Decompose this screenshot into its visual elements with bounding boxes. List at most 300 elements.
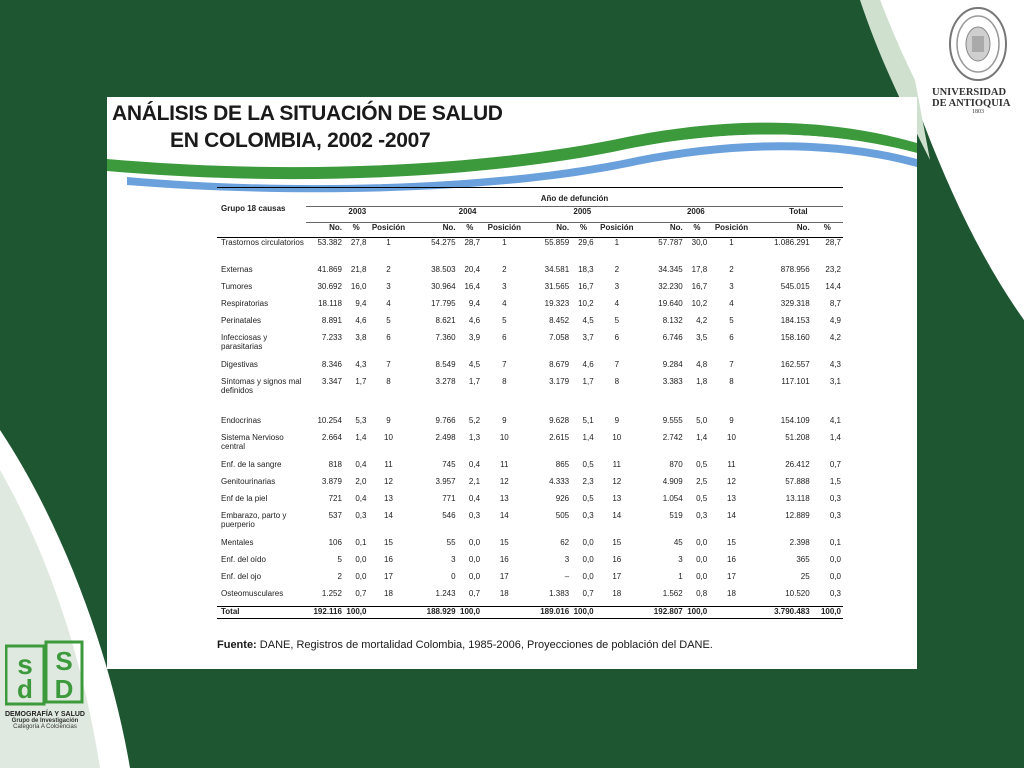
- value-cell: 12: [612, 477, 622, 486]
- value-cell: 0,0: [355, 555, 367, 564]
- sub-pos-2006: Posición: [714, 223, 749, 232]
- value-cell: 4.333: [549, 477, 570, 486]
- value-cell: 0,0: [468, 538, 481, 547]
- group-header: Grupo 18 causas: [221, 203, 286, 213]
- value-cell: 0,0: [582, 572, 594, 581]
- value-cell: 8.891: [321, 316, 342, 325]
- value-cell: 0,0: [829, 572, 841, 581]
- value-cell: 10.254: [317, 416, 342, 425]
- table-row: [217, 511, 843, 538]
- value-cell: 9.628: [549, 416, 570, 425]
- value-cell: 184.153: [780, 316, 810, 325]
- value-cell: 32.230: [658, 282, 683, 291]
- value-cell: 865: [555, 460, 570, 469]
- value-cell: 8.621: [435, 316, 456, 325]
- table-row: [217, 299, 843, 316]
- year-2003: 2003: [306, 207, 408, 223]
- value-cell: 14: [384, 511, 393, 520]
- group-title: DEMOGRAFÍA Y SALUD: [5, 711, 85, 718]
- value-cell: 12.889: [785, 511, 810, 520]
- value-cell: 3.957: [435, 477, 456, 486]
- value-cell: 4: [729, 299, 734, 308]
- svg-text:s: s: [17, 649, 33, 680]
- value-cell: 4,8: [696, 360, 708, 369]
- value-cell: 3: [564, 555, 570, 564]
- value-cell: 4: [502, 299, 507, 308]
- value-cell: 31.565: [544, 282, 570, 291]
- value-cell: 17,8: [691, 265, 708, 274]
- value-cell: 30,0: [691, 238, 708, 247]
- value-cell: 28,7: [825, 238, 841, 247]
- total-value-cell: [368, 607, 408, 619]
- value-cell: 14,4: [825, 282, 841, 291]
- cause-cell: Infecciosas y parasitarias: [221, 333, 268, 351]
- value-cell: 2,1: [468, 477, 481, 486]
- mortality-table: [217, 187, 843, 619]
- source-text: DANE, Registros de mortalidad Colombia, 1985-2006, Proyecciones de población del DANE.: [256, 639, 713, 651]
- value-cell: 162.557: [780, 360, 810, 369]
- total-value-cell: 188.929: [409, 607, 458, 619]
- value-cell: 8: [729, 377, 734, 386]
- value-cell: 13: [727, 494, 736, 503]
- value-cell: 0,8: [696, 589, 708, 598]
- value-cell: 0,0: [829, 555, 841, 564]
- header-row-3: [217, 223, 843, 238]
- cause-cell: Mentales: [221, 538, 254, 547]
- title-line-2: EN COLOMBIA, 2002 -2007: [170, 129, 431, 152]
- table-row: [217, 377, 843, 416]
- value-cell: 9.284: [662, 360, 683, 369]
- value-cell: 6: [386, 333, 391, 342]
- value-cell: 0,0: [696, 538, 708, 547]
- value-cell: 2.615: [549, 433, 570, 442]
- total-row: [217, 607, 843, 619]
- value-cell: 1,7: [468, 377, 481, 386]
- sub-pos-2005: Posición: [600, 223, 634, 232]
- value-cell: 1.054: [662, 494, 683, 503]
- value-cell: 4,9: [829, 316, 841, 325]
- value-cell: 2,0: [355, 477, 367, 486]
- value-cell: 1,4: [582, 433, 594, 442]
- value-cell: 7.233: [321, 333, 342, 342]
- table-row: [217, 538, 843, 555]
- value-cell: 4: [386, 299, 391, 308]
- table-row: [217, 589, 843, 607]
- value-cell: 11: [727, 460, 736, 469]
- value-cell: 3,5: [696, 333, 708, 342]
- value-cell: 158.160: [780, 333, 810, 342]
- value-cell: 4,6: [468, 316, 481, 325]
- value-cell: 14: [612, 511, 622, 520]
- value-cell: 41.869: [317, 265, 342, 274]
- cause-cell: Enf. de la sangre: [221, 460, 282, 469]
- value-cell: 4,6: [355, 316, 367, 325]
- value-cell: 5,3: [355, 416, 367, 425]
- value-cell: 26.412: [785, 460, 810, 469]
- value-cell: 38.503: [431, 265, 456, 274]
- value-cell: 27,8: [350, 238, 367, 247]
- year-2006: 2006: [638, 207, 754, 223]
- value-cell: 10: [384, 433, 393, 442]
- value-cell: 0,4: [355, 494, 367, 503]
- value-cell: 7: [386, 360, 391, 369]
- value-cell: 9.555: [662, 416, 683, 425]
- value-cell: 365: [796, 555, 810, 564]
- value-cell: 17.795: [431, 299, 456, 308]
- value-cell: 7: [614, 360, 620, 369]
- value-cell: 16: [612, 555, 622, 564]
- table-row: [217, 316, 843, 333]
- value-cell: 878.956: [780, 265, 810, 274]
- total-value-cell: 100,0: [344, 607, 369, 619]
- value-cell: 34.345: [658, 265, 683, 274]
- value-cell: 3,9: [468, 333, 481, 342]
- cause-cell: Síntomas y signos mal definidos: [221, 377, 302, 395]
- value-cell: 17: [499, 572, 509, 581]
- value-cell: 1,4: [829, 433, 841, 442]
- university-logo: [932, 4, 1024, 115]
- value-cell: 13.118: [785, 494, 810, 503]
- value-cell: 818: [328, 460, 342, 469]
- value-cell: 13: [499, 494, 509, 503]
- value-cell: 2.664: [321, 433, 342, 442]
- value-cell: 15: [499, 538, 509, 547]
- value-cell: 537: [328, 511, 342, 520]
- title-line-1: ANÁLISIS DE LA SITUACIÓN DE SALUD: [112, 102, 503, 125]
- value-cell: 18.118: [318, 299, 342, 308]
- value-cell: 771: [442, 494, 456, 503]
- value-cell: 3: [729, 282, 734, 291]
- value-cell: 8.549: [435, 360, 456, 369]
- value-cell: 0,3: [582, 511, 594, 520]
- header-row-2: [217, 207, 843, 223]
- sub-pos-2003: Posición: [371, 223, 406, 232]
- university-name-line1: UNIVERSIDAD: [932, 87, 1007, 98]
- value-cell: 55: [446, 538, 456, 547]
- value-cell: 2: [337, 572, 342, 581]
- university-name-line2: DE ANTIOQUIA: [932, 98, 1011, 109]
- value-cell: 1.562: [662, 589, 683, 598]
- table-row: [217, 460, 843, 477]
- header-row-1: [217, 188, 843, 207]
- value-cell: 721: [328, 494, 342, 503]
- cause-cell: Digestivas: [221, 360, 258, 369]
- value-cell: 9: [386, 416, 391, 425]
- slide-title: [112, 100, 503, 154]
- value-cell: 5,0: [696, 416, 708, 425]
- value-cell: 0,0: [582, 538, 594, 547]
- table-row: [217, 265, 843, 282]
- value-cell: 29,6: [578, 238, 594, 247]
- value-cell: 19.640: [658, 299, 683, 308]
- value-cell: 0,0: [696, 572, 708, 581]
- total-value-cell: 189.016: [527, 607, 572, 619]
- value-cell: 0,1: [355, 538, 367, 547]
- university-seal-icon: [947, 4, 1009, 82]
- value-cell: 7.360: [435, 333, 456, 342]
- value-cell: 9: [729, 416, 734, 425]
- group-subtitle: Grupo de Investigación: [11, 718, 79, 724]
- value-cell: 3.179: [549, 377, 570, 386]
- value-cell: 17: [727, 572, 736, 581]
- table-row: [217, 572, 843, 589]
- cause-cell: Perinatales: [221, 316, 262, 325]
- value-cell: 3,1: [829, 377, 841, 386]
- value-cell: 0,3: [696, 511, 708, 520]
- group-category: Categoría A Colciencias: [13, 724, 77, 730]
- value-cell: 53.382: [317, 238, 342, 247]
- value-cell: 2: [614, 265, 620, 274]
- value-cell: 62: [560, 538, 570, 547]
- value-cell: 4,2: [829, 333, 841, 342]
- value-cell: 546: [442, 511, 456, 520]
- value-cell: 0,4: [468, 494, 481, 503]
- value-cell: 8.452: [549, 316, 570, 325]
- total-value-cell: 100,0: [571, 607, 596, 619]
- total-value-cell: [482, 607, 527, 619]
- table-row: [217, 282, 843, 299]
- value-cell: 11: [612, 460, 621, 469]
- value-cell: 0,3: [468, 511, 481, 520]
- value-cell: 11: [384, 460, 393, 469]
- sub-pct-total: %: [823, 223, 831, 232]
- total-header: Total: [754, 207, 843, 223]
- value-cell: 1,8: [696, 377, 708, 386]
- value-cell: 4,6: [582, 360, 594, 369]
- value-cell: 12: [727, 477, 736, 486]
- value-cell: 17: [384, 572, 393, 581]
- value-cell: 5,2: [468, 416, 481, 425]
- value-cell: 7: [502, 360, 507, 369]
- value-cell: 3.383: [662, 377, 683, 386]
- value-cell: 4: [614, 299, 620, 308]
- empty-header-cell: [217, 223, 306, 238]
- value-cell: 505: [555, 511, 570, 520]
- value-cell: 4,1: [829, 416, 841, 425]
- sub-pct-2004: %: [466, 223, 474, 232]
- table-row: [217, 555, 843, 572]
- value-cell: 1.383: [549, 589, 570, 598]
- value-cell: 3,8: [355, 333, 367, 342]
- value-cell: 0,3: [355, 511, 367, 520]
- table-row: [217, 416, 843, 433]
- value-cell: 8: [502, 377, 507, 386]
- value-cell: 926: [555, 494, 570, 503]
- total-label: Total: [217, 607, 306, 619]
- value-cell: 6.746: [662, 333, 683, 342]
- value-cell: 16: [727, 555, 736, 564]
- value-cell: 13: [612, 494, 622, 503]
- value-cell: 1: [729, 238, 734, 247]
- total-value-cell: 100,0: [812, 607, 843, 619]
- value-cell: 10: [727, 433, 736, 442]
- value-cell: 7: [729, 360, 734, 369]
- value-cell: 5: [502, 316, 507, 325]
- value-cell: 0,7: [582, 589, 594, 598]
- value-cell: 0,3: [829, 494, 841, 503]
- value-cell: 15: [384, 538, 393, 547]
- research-group-logo: [2, 640, 88, 730]
- svg-text:S: S: [55, 646, 73, 676]
- value-cell: 2: [386, 265, 391, 274]
- value-cell: 0,0: [468, 555, 481, 564]
- mortality-table-container: [217, 187, 843, 619]
- cause-cell: Embarazo, parto y puerperio: [221, 511, 287, 529]
- value-cell: 15: [727, 538, 736, 547]
- value-cell: 5: [729, 316, 734, 325]
- value-cell: 18: [727, 589, 736, 598]
- university-year: 1803: [972, 109, 984, 115]
- value-cell: 3.278: [435, 377, 456, 386]
- table-row: [217, 494, 843, 511]
- value-cell: 545.015: [780, 282, 810, 291]
- value-cell: 12: [499, 477, 509, 486]
- sub-no-total: No.: [796, 223, 810, 232]
- value-cell: 1,3: [468, 433, 481, 442]
- source-note: [217, 639, 713, 651]
- value-cell: 0,3: [829, 589, 841, 598]
- value-cell: 14: [499, 511, 509, 520]
- value-cell: 9,4: [355, 299, 367, 308]
- value-cell: 10: [499, 433, 509, 442]
- table-row: [217, 333, 843, 360]
- value-cell: 8.346: [321, 360, 342, 369]
- svg-text:D: D: [54, 674, 74, 704]
- total-value-cell: [596, 607, 638, 619]
- value-cell: 4,5: [468, 360, 481, 369]
- value-cell: 18: [384, 589, 393, 598]
- value-cell: 9: [502, 416, 507, 425]
- value-cell: 0,5: [582, 494, 594, 503]
- value-cell: 30.964: [431, 282, 456, 291]
- value-cell: 11: [500, 460, 509, 469]
- cause-cell: Endocrinas: [221, 416, 262, 425]
- value-cell: 0,0: [355, 572, 367, 581]
- value-cell: 10: [612, 433, 622, 442]
- total-value-cell: 192.807: [638, 607, 685, 619]
- value-cell: 6: [729, 333, 734, 342]
- source-label: Fuente:: [217, 639, 257, 651]
- sub-pct-2003: %: [352, 223, 360, 232]
- value-cell: 3: [502, 282, 507, 291]
- value-cell: 7.058: [549, 333, 570, 342]
- value-cell: 1,5: [829, 477, 841, 486]
- value-cell: 23,2: [825, 265, 841, 274]
- value-cell: 6: [502, 333, 507, 342]
- value-cell: 57.888: [785, 477, 810, 486]
- total-value-cell: [709, 607, 754, 619]
- value-cell: 1: [678, 572, 683, 581]
- value-cell: 16,0: [350, 282, 367, 291]
- svg-text:d: d: [17, 674, 33, 704]
- sub-pos-2004: Posición: [487, 223, 521, 232]
- value-cell: 0,5: [582, 460, 594, 469]
- value-cell: 8: [386, 377, 391, 386]
- value-cell: –: [564, 572, 570, 581]
- value-cell: 2.742: [662, 433, 683, 442]
- cause-cell: Enf de la piel: [221, 494, 268, 503]
- cause-cell: Tumores: [221, 282, 253, 291]
- cause-cell: Enf. del ojo: [221, 572, 262, 581]
- value-cell: 15: [612, 538, 622, 547]
- value-cell: 51.208: [785, 433, 810, 442]
- value-cell: 5: [614, 316, 620, 325]
- value-cell: 1,7: [582, 377, 594, 386]
- value-cell: 10,2: [691, 299, 708, 308]
- value-cell: 2: [502, 265, 507, 274]
- value-cell: 1.243: [435, 589, 456, 598]
- value-cell: 21,8: [350, 265, 367, 274]
- value-cell: 0,4: [468, 460, 481, 469]
- value-cell: 16,4: [464, 282, 481, 291]
- value-cell: 870: [669, 460, 683, 469]
- value-cell: 8: [614, 377, 620, 386]
- value-cell: 3.347: [321, 377, 342, 386]
- total-value-cell: 3.790.483: [754, 607, 812, 619]
- sub-no-2004: No.: [442, 223, 456, 232]
- year-2004: 2004: [409, 207, 527, 223]
- value-cell: 5,1: [582, 416, 594, 425]
- value-cell: 16: [384, 555, 393, 564]
- cause-cell: Respiratorias: [221, 299, 269, 308]
- value-cell: 28,7: [464, 238, 481, 247]
- value-cell: 18,3: [578, 265, 594, 274]
- value-cell: 3: [386, 282, 391, 291]
- cause-cell: Osteomusculares: [221, 589, 284, 598]
- value-cell: 2,3: [582, 477, 594, 486]
- value-cell: 2.398: [789, 538, 810, 547]
- value-cell: 4,5: [582, 316, 594, 325]
- value-cell: 8.679: [549, 360, 570, 369]
- value-cell: 10,2: [578, 299, 594, 308]
- sub-pct-2005: %: [579, 223, 587, 232]
- value-cell: 1.252: [321, 589, 342, 598]
- value-cell: 519: [669, 511, 683, 520]
- value-cell: 10.520: [785, 589, 810, 598]
- value-cell: 3.879: [321, 477, 342, 486]
- value-cell: 106: [328, 538, 342, 547]
- value-cell: 9.766: [435, 416, 456, 425]
- value-cell: 1,4: [355, 433, 367, 442]
- value-cell: 9,4: [468, 299, 481, 308]
- table-body: [217, 238, 843, 619]
- value-cell: 0,0: [696, 555, 708, 564]
- value-cell: 4,3: [355, 360, 367, 369]
- table-row: [217, 433, 843, 460]
- table-row: [217, 360, 843, 377]
- value-cell: 154.109: [780, 416, 810, 425]
- value-cell: 0,7: [355, 589, 367, 598]
- value-cell: 54.275: [431, 238, 456, 247]
- value-cell: 0,7: [468, 589, 481, 598]
- value-cell: 329.318: [780, 299, 810, 308]
- value-cell: 0,1: [829, 538, 841, 547]
- value-cell: 12: [384, 477, 393, 486]
- value-cell: 0,3: [829, 511, 841, 520]
- value-cell: 2.498: [435, 433, 456, 442]
- value-cell: 45: [673, 538, 683, 547]
- value-cell: 4,2: [696, 316, 708, 325]
- year-2005: 2005: [527, 207, 638, 223]
- value-cell: 13: [384, 494, 393, 503]
- sub-no-2006: No.: [669, 223, 683, 232]
- value-cell: 0,5: [696, 494, 708, 503]
- value-cell: 6: [614, 333, 620, 342]
- value-cell: 0,7: [829, 460, 841, 469]
- table-row: [217, 238, 843, 266]
- cause-cell: Enf. del oído: [221, 555, 266, 564]
- table-row: [217, 477, 843, 494]
